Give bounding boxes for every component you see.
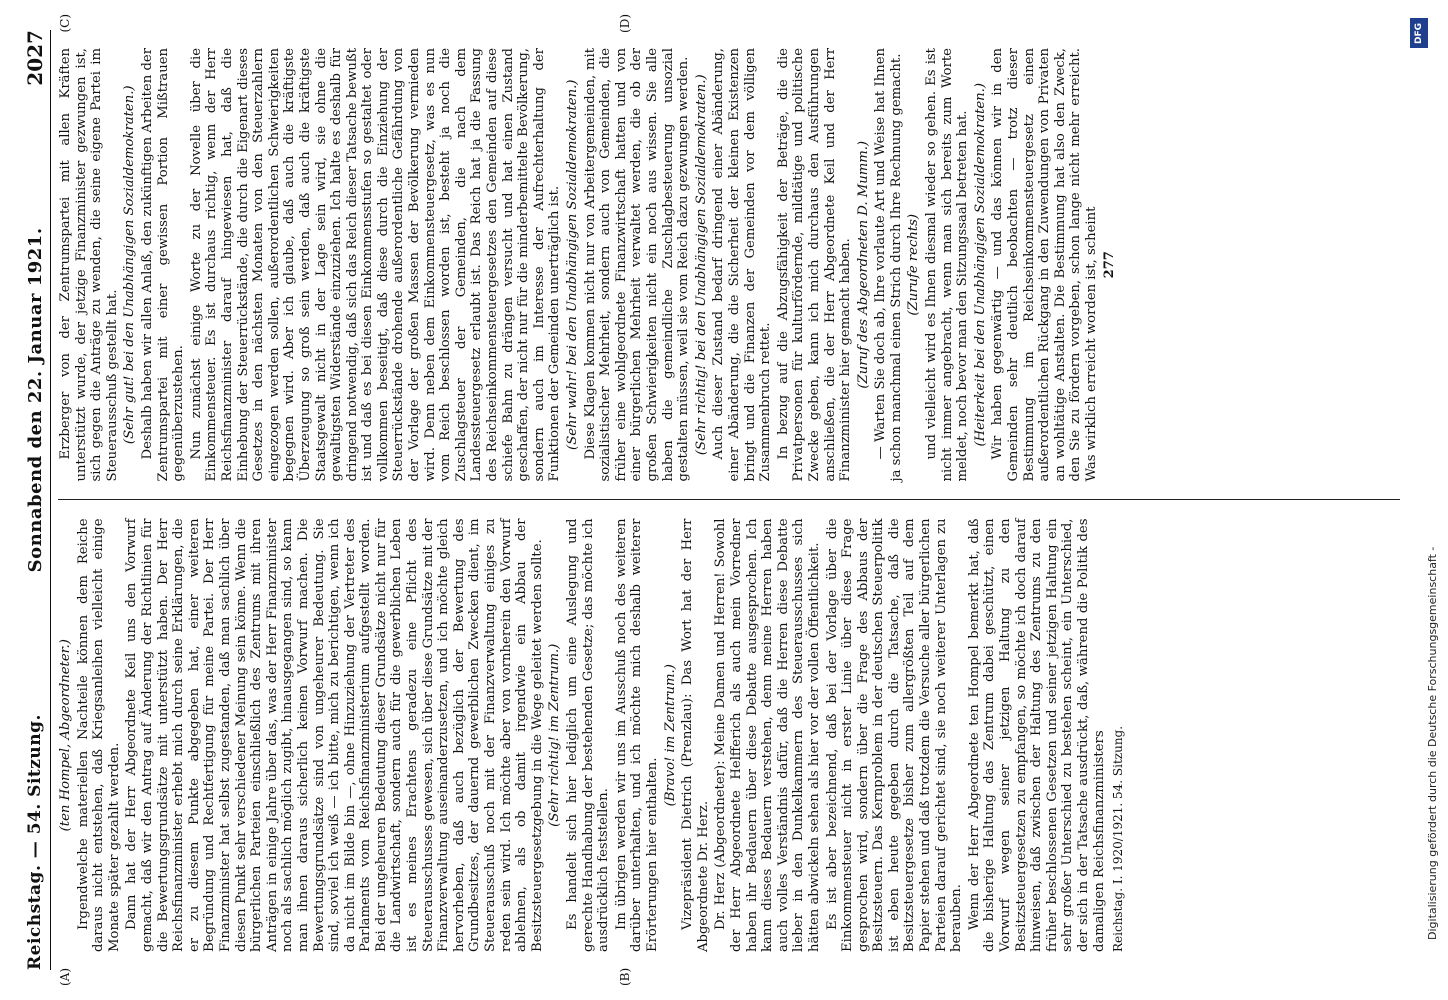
right-paragraph: und vielleicht wird es Ihnen diesmal wieder so gehen. Es ist nicht immer angebracht, wenn man sich bereits zum Worte meldet, noch bevor man den Sitzungssaal betreten hat. (924, 48, 971, 482)
margin-mark-d: (D) (618, 14, 632, 33)
right-paragraph: Nun zunächst einige Worte zu der Novelle über die Einkommensteuer. Es ist durchaus richtig, wenn der Herr Reichsfinanzminister darauf hingewiesen hat, daß die Einhebung der Steuerrückstände, die durch die Eigenart dieses Gesetzes in den nächsten Monaten von den Steuerzahlern eingezogen werden sollen, außerordentlichen Schwierigkeiten begegnen wird. Aber ich glaube, daß auch die kräftigste Überzeugung so groß sein werden, daß auch die kräftigste Staatsgewalt nicht in der Lage sein wird, sie ohne die gewaltigsten Widerstände einzuziehen. Ich halte es deshalb für dringend notwendig, daß sich das Reich dieser Tatsache bewußt ist und daß es bei diesen Einkommensstufen so gestaltet oder vollkommen beseitigt, daß diese durch die Einziehung der Steuerrückstände drohende außerordentliche Gefährdung von der Vorlage der großen Massen der Bevölkerung vermieden wird. Denn neben dem Einkommensteuergesetz, was es nun vom Reich beschlossen worden ist, besteht ja noch die Zuschlagsteuer der Gemeinden, die nach dem Landessteuergesetz erlaubt ist. Das Reich hat ja die Fassung des Reichseinkommensteuergesetzes den Gemeinden auf diese schiefe Bahn zu drängen versucht und hat einen Zustand geschaffen, der nicht nur für die minderbemittelte Bevölkerung, sondern auch im Interesse der Aufrechterhaltung der Funktionen der Gemeinden unerträglich ist. (188, 48, 563, 482)
margin-mark-a: (A) (58, 967, 72, 986)
left-paragraph: Im übrigen werden wir uns im Ausschuß noch des weiteren darüber unterhalten, und ich möchte mich deshalb weiterer Erörterungen hier enthalten. (613, 518, 660, 952)
margin-mark-c: (C) (58, 14, 72, 33)
digitization-credit: Digitalisierung gefördert durch die Deutsche Forschungsgemeinschaft - (1426, 546, 1439, 940)
header-left: Reichstag. — 54. Sitzung. (25, 714, 45, 970)
signature-number: 277 (1101, 251, 1117, 279)
right-paragraph: (Sehr gut! bei den Unabhängigen Sozialdemokraten.) (122, 85, 138, 445)
columns (58, 14, 1400, 986)
right-paragraph: — Warten Sie doch ab, Ihre vorlaute Art und Weise hat Ihnen ja schon manchmal einen Strich durch Ihre Rechnung gemacht. (873, 48, 904, 482)
page-header (20, 30, 51, 970)
right-paragraph: Wir haben gegenwärtig — und das können wir in den Gemeinden sehr deutlich beobachten — trotz dieser Bestimmung im Reichseinkommensteuergesetz einen außerordentlichen Rückgang in den Zuwendungen von Privaten an wohltätige Anstalten. Die Bestimmung hat also den Zweck, den Sie zu fördern vorgeben, schon lange nicht mehr erreicht. Was wirklich erreicht worden ist, scheint (990, 48, 1099, 482)
right-paragraph: (Zurufe rechts) (906, 213, 922, 316)
right-paragraph: In bezug auf die Abzugsfähigkeit der Beträge, die die Privatpersonen für kulturfördernde, mildtätige und politische Zwecke geben, kann ich mich durchaus den Ausführungen anschließen, die der Herr Abgeordnete Keil und der Herr Finanzminister hier gemacht haben. (775, 48, 854, 482)
left-paragraph: (Bravo! im Zentrum.) (662, 664, 678, 807)
right-paragraph: (Sehr wahr! bei den Unabhängigen Sozialdemokraten.) (565, 79, 580, 450)
left-paragraph: Dann hat der Herr Abgeordnete Keil uns den Vorwurf gemacht, daß wir den Antrag auf Änderung der Richtlinien für die Bewertungsgrundsätze mit unterstützt haben. Der Herr Reichsfinanzminister erhebt mich durch seine Erklärungen, die er zu diesem Punkte abgegeben hat, einer weiteren Begründung und Rechtfertigung für meine Partei. Der Herr Finanzminister hat selbst zugestanden, daß man sachlich über diesen Punkt sehr verschiedener Meinung sein könne. Wenn die bürgerlichen Parteien einschließlich des Zentrums mit ihren Anträgen in einige Jahre über das, was der Herr Finanzminister noch als sachlich möglich zugibt, hinausgegangen sind, so kann man ihnen daraus sicherlich keinen Vorwurf machen. Die Bewertungsgrundsätze sind von ungeheurer Bedeutung. Sie sind, soviel ich weiß — ich bitte, mich zu berichtigen, wenn ich da nicht im Bilde bin —, ohne Hinzuziehung der Vertreter des Parlaments vom Reichsfinanzministerium aufgestellt worden. Bei der ungeheuren Bedeutung dieser Grundsätze nicht nur für die Landwirtschaft, sondern auch für die gewerblichen Leben ist es meines Erachtens geradezu eine Pflicht des Steuerausschusses gewesen, sich über diese Grundsätze mit der Finanzverwaltung auseinanderzusetzen, und ich möchte gleich hervorheben, daß auch bezüglich der Bewertung des Grundbesitzes, der dauernd gewerblichen Zwecken dient, im Steuerausschuß noch mit der Finanzverwaltung einiges zu reden sein wird. Ich möchte aber von vornherein den Vorwurf ablehnen, als ob damit irgendwie ein Abbau der Besitzsteuergesetzgebung in die Wege geleitet werden sollte. (124, 518, 545, 952)
left-paragraph: (ten Hompel, Abgeordneter.) (58, 639, 73, 832)
dfg-logo: DFG (1410, 18, 1428, 48)
left-paragraph: Es handelt sich hier lediglich um eine Auslegung und gerechte Handhabung der bestehenden Gesetze; das möchte ich ausdrücklich feststellen. (565, 518, 612, 952)
right-paragraph: Diese Klagen kommen nicht nur von Arbeitergemeinden, mit sozialistischer Mehrheit, sondern auch von Gemeinden, die früher eine wohlgeordnete Finanzwirtschaft hatten und von einer bürgerlichen Mehrheit verwaltet werden, die ob der großen Schwierigkeiten nicht ein noch aus wissen. Sie alle haben die gemeindliche Zuschlagbesteuerung unsozial gestalten müssen, weil sie vom Reich dazu gezwungen werden. (582, 48, 692, 482)
right-paragraph: (Sehr richtig! bei den Unabhängigen Sozialdemokraten.) (693, 74, 709, 456)
right-paragraph: Auch dieser Zustand bedarf dringend einer Abänderung, einer Abänderung, die die Sicherheit der kleinen Existenzen bringt und die Finanzen der Gemeinden vor dem völligen Zusammenbruch rettet. (711, 48, 774, 482)
margin-mark-b: (B) (618, 967, 632, 986)
side-credit (1408, 10, 1439, 990)
left-paragraph: Es ist aber bezeichnend, daß bei der Vorlage über die Einkommensteuer nicht in erster Linie über diese Frage gesprochen wird, sondern über die Frage des Abbaus der Besitzsteuern. Das Kernproblem in der deutschen Steuerpolitik ist eben heute gegeben durch die Tatsache, daß die Besitzsteuergesetze bisher zum allergrößten Teil auf dem Papier stehen und daß trotzdem die Versuche aller bürgerlichen Parteien darauf gerichtet sind, sie noch weiterer Unterlagen zu berauben. (824, 518, 965, 952)
right-paragraph: Erzberger von der Zentrumspartei mit allen Kräften unterstützt wurde, der jetzige Finanzminister gezwungen ist, sich gegen die Anträge zu wenden, die seine eigene Partei im Steuerausschuß gestellt hat. (58, 48, 120, 482)
header-page-number: 2027 (23, 30, 47, 86)
left-column (58, 501, 1400, 986)
header-date: Sonnabend den 22. Januar 1921. (24, 227, 46, 573)
left-paragraph: (Sehr richtig! im Zentrum.) (547, 643, 563, 827)
right-paragraph: Deshalb haben wir allen Anlaß, den zukünftigen Arbeiten der Zentrumspartei mit einer gewissen Portion Mißtrauen gegenüberzustehen. (139, 48, 187, 482)
right-column (58, 14, 1400, 501)
left-footer: Reichstag. I. 1920/1921. 54. Sitzung. (1111, 725, 1126, 952)
left-paragraph: Irgendwelche materiellen Nachteile können dem Reiche daraus nicht entstehen, daß Kriegsanleihen vielleicht einige Monate später gezahlt werden. (75, 518, 122, 952)
right-paragraph: (Zuruf des Abgeordneten D. Mumm.) (855, 140, 871, 389)
left-paragraph: Dr. Herz (Abgeordneter): Meine Damen und Herren! Sowohl der Herr Abgeordnete Helfferich als auch mein Vorredner haben ihr Bedauern über diese Debatte ausgesprochen. Ich kann dieses Bedauern verstehen, denn meine Herren haben auch volles Verständnis dafür, daß die Herren diese Debatte lieber in den Dunkelkammern des Steuerausschusses sich hätten abwickeln sehen als hier vor der vollen Öffentlichkeit. (713, 518, 822, 952)
left-paragraph: Wenn der Herr Abgeordnete ten Hompel bemerkt hat, daß die bisherige Haltung das Zentrum dabei geschützt, einen Vorwurf wegen seiner jetzigen Haltung zu den Besitzsteuergesetzen zu empfangen, so möchte ich doch darauf hinweisen, daß zwischen der Haltung des Zentrums zu den früher beschlossenen Gesetzen und seiner jetzigen Haltung ein sehr großer Unterschied zu bestehen scheint, ein Unterschied, der sich in der Tatsache ausdrückt, daß, während die Politik des damaligen Reichsfinanzministers (966, 518, 1107, 952)
right-paragraph: (Heiterkeit bei den Unabhängigen Sozialdemokraten.) (972, 82, 988, 447)
left-paragraph: Vizepräsident Dietrich (Prenzlau): Das Wort hat der Herr Abgeordnete Dr. Herz. (680, 518, 711, 952)
